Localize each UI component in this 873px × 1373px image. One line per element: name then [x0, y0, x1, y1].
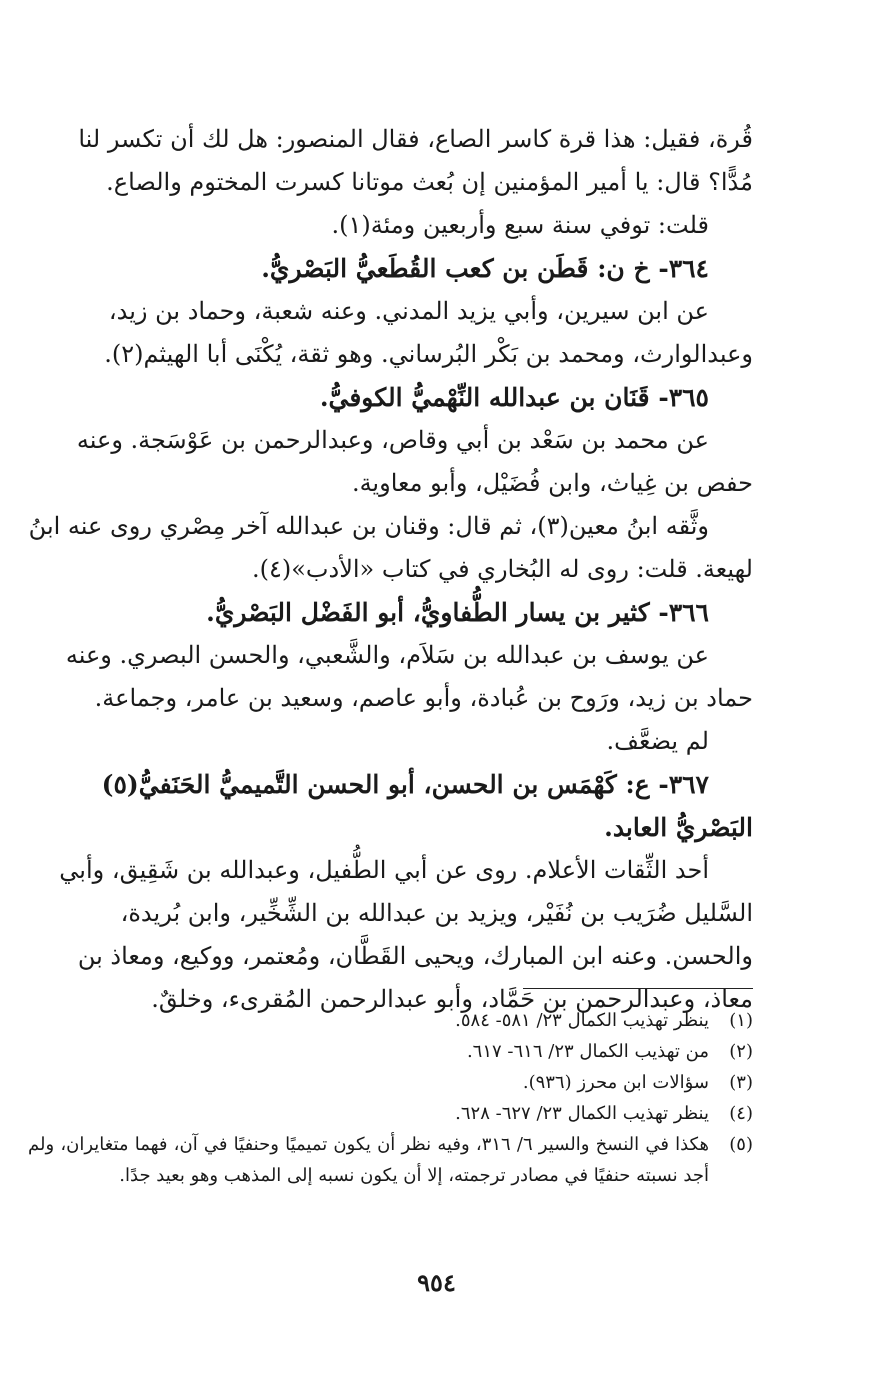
- text-line: أحد الثِّقات الأعلام. روى عن أبي الطُّفيل، وعبدالله بن شَقِيق، وأبي: [59, 856, 709, 884]
- footnote-divider: [523, 988, 753, 989]
- page-number: ٩٥٤: [417, 1268, 456, 1297]
- entry-heading-364: ٣٦٤- خ ن: قَطَن بن كعب القُطَعيُّ البَصْريُّ.: [261, 254, 709, 283]
- footnote-text: ينظر تهذيب الكمال ٢٣/ ٦٢٧- ٦٢٨.: [455, 1103, 709, 1124]
- footnote-number: (١): [729, 1010, 753, 1031]
- text-line: لهيعة. قلت: روى له البُخاري في كتاب «الأدب»(٤).: [251, 555, 753, 583]
- text-line: والحسن. وعنه ابن المبارك، ويحيى القَطَّان، ومُعتمر، ووكيع، ومعاذ بن: [77, 942, 753, 970]
- text-line: عن ابن سيرين، وأبي يزيد المدني. وعنه شعبة، وحماد بن زيد،: [108, 297, 709, 325]
- main-text: [28, 118, 753, 1021]
- footnote-number: (٤): [729, 1103, 753, 1124]
- entry-heading-367: ٣٦٧- ع: كَهْمَس بن الحسن، أبو الحسن التَّميميُّ الحَنَفيُّ(٥): [101, 770, 709, 799]
- footnote: [28, 1005, 753, 1036]
- text-line: حماد بن زيد، ورَوح بن عُبادة، وأبو عاصم، وسعيد بن عامر، وجماعة.: [94, 684, 753, 712]
- text-line: وعبدالوارث، ومحمد بن بَكْر البُرساني. وهو ثقة، يُكْنَى أبا الهيثم(٢).: [104, 340, 753, 368]
- footnote-number: (٣): [729, 1072, 753, 1093]
- text-line: معاذ، وعبدالرحمن بن حَمَّاد، وأبو عبدالرحمن المُقرىء، وخلقٌ.: [151, 985, 753, 1013]
- footnote-text: سؤالات ابن محرز (٩٣٦).: [522, 1072, 709, 1093]
- footnote: [28, 1129, 753, 1191]
- text-line: قلت: توفي سنة سبع وأربعين ومئة(١).: [331, 211, 709, 239]
- text-line: قُرة، فقيل: هذا قرة كاسر الصاع، فقال المنصور: هل لك أن تكسر لنا: [78, 125, 753, 153]
- text-line: وثَّقه ابنُ معين(٣)، ثم قال: وقنان بن عبدالله آخر مِصْري روى عنه ابنُ: [28, 512, 709, 540]
- text-line: السَّليل ضُرَيب بن نُفَيْر، ويزيد بن عبدالله بن الشِّخِّير، وابن بُريدة،: [120, 899, 753, 927]
- footnote-text: من تهذيب الكمال ٢٣/ ٦١٦- ٦١٧.: [466, 1041, 709, 1062]
- text-line: عن يوسف بن عبدالله بن سَلاَم، والشَّعبي، والحسن البصري. وعنه: [65, 641, 709, 669]
- footnote-text: هكذا في النسخ والسير ٦/ ٣١٦، وفيه نظر أن يكون تميميًا وحنفيًا في آن، فهما متغايران، ولم أجد نسبته حنفيًا في مصادر ترجمته، إلا أن يكون نسبه إلى المذهب وهو بعيد جدًا.: [28, 1134, 709, 1186]
- text-line: مُدًّا؟ قال: يا أمير المؤمنين إن بُعث موتانا كسرت المختوم والصاع.: [106, 168, 753, 196]
- footnote: [28, 1036, 753, 1067]
- entry-heading-365: ٣٦٥- قَنَان بن عبدالله النِّهْميُّ الكوفيُّ.: [319, 383, 709, 412]
- footnote-number: (٢): [729, 1041, 753, 1062]
- footnote-text: ينظر تهذيب الكمال ٢٣/ ٥٨١- ٥٨٤.: [455, 1010, 709, 1031]
- footnote: [28, 1098, 753, 1129]
- footnotes: [28, 1005, 753, 1191]
- entry-heading-367-cont: البَصْريُّ العابد.: [604, 813, 753, 842]
- entry-heading-366: ٣٦٦- كثير بن يسار الطُّفاويُّ، أبو الفَضْل البَصْريُّ.: [206, 598, 709, 627]
- text-line: حفص بن غِياث، وابن فُضَيْل، وأبو معاوية.: [351, 469, 753, 497]
- footnote-number: (٥): [729, 1134, 753, 1155]
- footnote: [28, 1067, 753, 1098]
- text-line: لم يضعَّف.: [606, 727, 709, 755]
- text-line: عن محمد بن سَعْد بن أبي وقاص، وعبدالرحمن بن عَوْسَجة. وعنه: [76, 426, 709, 454]
